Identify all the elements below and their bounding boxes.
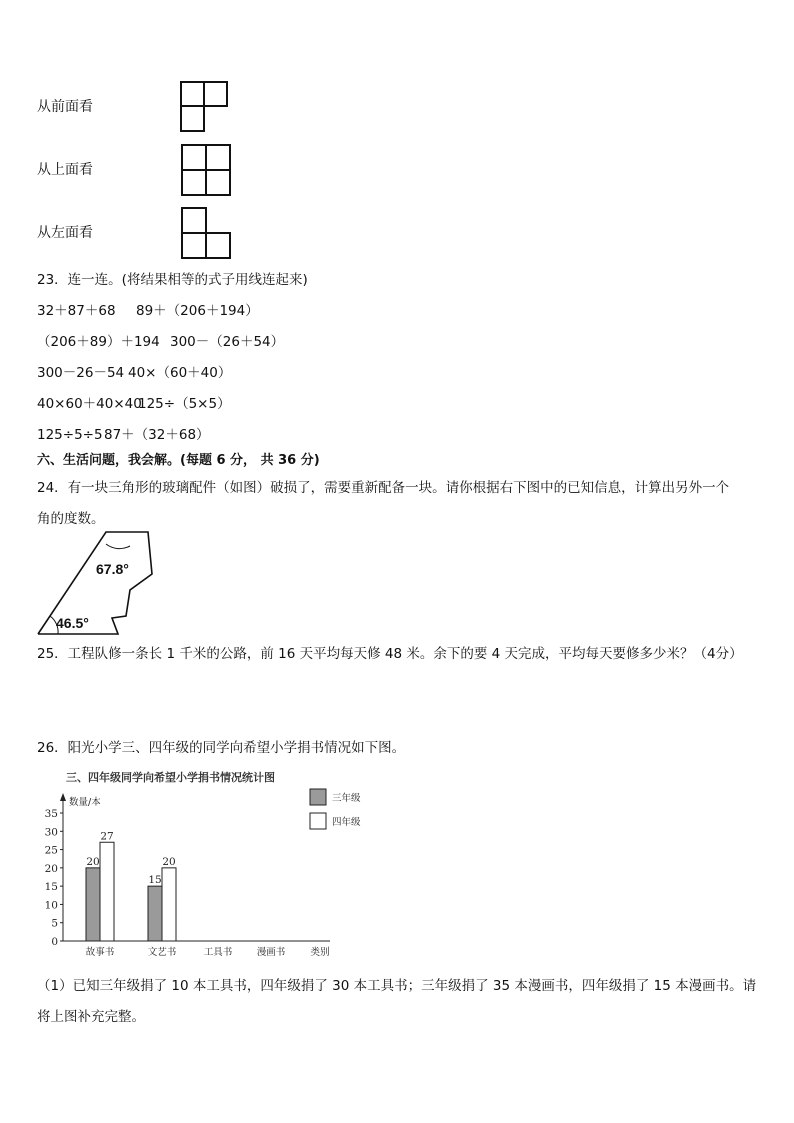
bar-value-label: 20 bbox=[86, 855, 100, 868]
bar-value-label: 27 bbox=[100, 830, 114, 843]
bar-value-label: 20 bbox=[162, 855, 176, 868]
y-tick-label: 20 bbox=[44, 862, 58, 875]
q23-row-2-left: （206＋89）＋194 bbox=[37, 334, 160, 350]
legend-label: 三年级 bbox=[332, 793, 361, 804]
y-tick-label: 15 bbox=[44, 881, 58, 894]
x-category-label: 文艺书 bbox=[147, 947, 177, 958]
legend-label: 四年级 bbox=[332, 817, 361, 828]
view-label-top: 从上面看 bbox=[37, 162, 93, 178]
q26-sub1-line-1: （1）已知三年级捐了 10 本工具书，四年级捐了 30 本工具书；三年级捐了 35 本漫画书，四年级捐了 15 本漫画书。请 bbox=[37, 978, 757, 994]
y-tick-label: 10 bbox=[44, 899, 58, 912]
legend-swatch bbox=[310, 813, 326, 829]
y-axis-arrow bbox=[60, 793, 66, 801]
q25-text: 25．工程队修一条长 1 千米的公路，前 16 天平均每天修 48 米。余下的要 4 天完成，平均每天要修多少米？（4分） bbox=[37, 646, 743, 662]
q24-text-line-2: 角的度数。 bbox=[37, 511, 105, 527]
front-view-figure bbox=[179, 80, 231, 134]
q23-row-1-left: 32＋87＋68 bbox=[37, 303, 116, 319]
x-category-label: 故事书 bbox=[85, 947, 115, 958]
view-label-left: 从左面看 bbox=[37, 225, 93, 241]
q23-row-5-right: 87＋（32＋68） bbox=[104, 427, 210, 443]
left-view-figure bbox=[179, 205, 233, 261]
q23-row-1-right: 89＋（206＋194） bbox=[136, 303, 259, 319]
bar bbox=[86, 868, 100, 941]
q24-text-line-1: 24．有一块三角形的玻璃配件（如图）破损了，需要重新配备一块。请你根据右下图中的已知信息，计算出另外一个 bbox=[37, 480, 730, 496]
bar bbox=[100, 842, 114, 941]
y-tick-label: 35 bbox=[44, 808, 58, 820]
y-tick-label: 0 bbox=[51, 936, 58, 948]
x-category-label: 工具书 bbox=[203, 947, 233, 958]
section-6-title: 六、生活问题，我会解。(每题 6 分， 共 36 分) bbox=[37, 453, 320, 468]
q23-row-4-right: 125÷（5×5） bbox=[138, 396, 231, 412]
y-axis-label: 数量/本 bbox=[69, 797, 101, 808]
y-tick-label: 25 bbox=[44, 844, 58, 857]
bar-value-label: 15 bbox=[148, 874, 162, 887]
q23-row-3-right: 40×（60＋40） bbox=[128, 365, 232, 381]
top-view-figure bbox=[179, 142, 233, 198]
q23-row-4-left: 40×60＋40×40 bbox=[37, 396, 142, 412]
q23-row-5-left: 125÷5÷5 bbox=[37, 427, 103, 443]
q23-row-2-right: 300－（26＋54） bbox=[170, 334, 285, 350]
bar bbox=[148, 886, 162, 941]
angle-label-top: 67.8° bbox=[96, 561, 129, 577]
broken-triangle-figure bbox=[34, 530, 164, 638]
q26-text: 26．阳光小学三、四年级的同学向希望小学捐书情况如下图。 bbox=[37, 740, 406, 756]
q23-row-3-left: 300－26－54 bbox=[37, 365, 125, 381]
y-tick-label: 5 bbox=[51, 917, 58, 930]
q23-title: 23．连一连。(将结果相等的式子用线连起来) bbox=[37, 272, 308, 288]
bar-chart bbox=[30, 765, 370, 961]
x-axis-label: 类别 bbox=[310, 947, 330, 958]
y-tick-label: 30 bbox=[44, 826, 58, 839]
angle-label-bottom: 46.5° bbox=[56, 615, 89, 631]
chart-title: 三、四年级同学向希望小学捐书情况统计图 bbox=[66, 771, 275, 784]
view-label-front: 从前面看 bbox=[37, 99, 93, 115]
bar bbox=[162, 868, 176, 941]
legend-swatch bbox=[310, 789, 326, 805]
q26-sub1-line-2: 将上图补充完整。 bbox=[37, 1009, 145, 1025]
x-category-label: 漫画书 bbox=[256, 947, 286, 958]
